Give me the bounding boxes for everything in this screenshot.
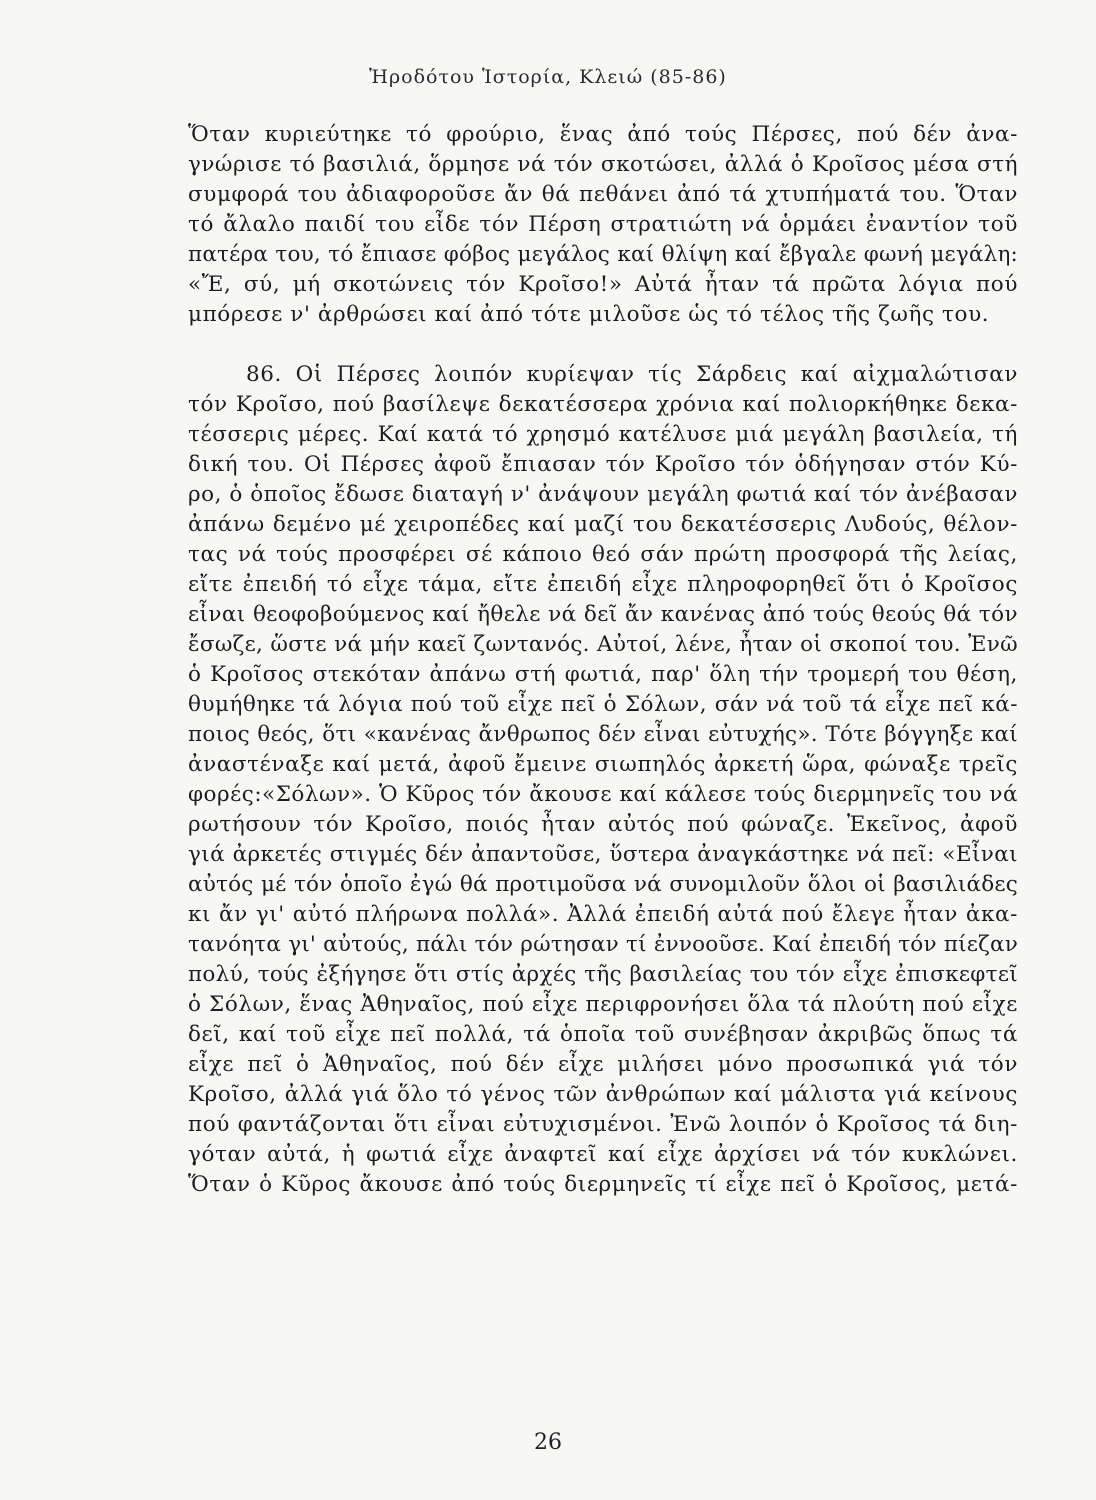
- text-line: εἴτε ἐπειδή τό εἶχε τάμα, εἴτε ἐπειδή εἶχε πληροφορηθεῖ ὅτι ὁ Κροῖσος: [188, 572, 1018, 597]
- text-line: πού φαντάζονται ὅτι εἶναι εὐτυχισμένοι. Ἐνῶ λοιπόν ὁ Κροῖσος τά διη-: [188, 1112, 1018, 1137]
- paragraph-gap: [188, 330, 1018, 360]
- text-line: τόν Κροῖσο, πού βασίλεψε δεκατέσσερα χρόνια καί πολιορκήθηκε δεκα-: [188, 392, 1018, 417]
- text-line: Ὅταν κυριεύτηκε τό φρούριο, ἕνας ἀπό τούς Πέρσες, πού δέν ἀνα-: [188, 122, 1018, 147]
- text-line: τέσσερις μέρες. Καί κατά τό χρησμό κατέλυσε μιά μεγάλη βασιλεία, τή: [188, 422, 1018, 447]
- text-line: ἀναστέναξε καί μετά, ἀφοῦ ἔμεινε σιωπηλός ἀρκετή ὥρα, φώναξε τρεῖς: [188, 752, 1018, 777]
- text-line: «Ἔ, σύ, μή σκοτώνεις τόν Κροῖσο!» Αὐτά ἦταν τά πρῶτα λόγια πού: [188, 272, 1018, 297]
- text-line: μπόρεσε ν' ἀρθρώσει καί ἀπό τότε μιλοῦσε ὡς τό τέλος τῆς ζωῆς του.: [188, 302, 990, 327]
- text-line: γνώρισε τό βασιλιά, ὅρμησε νά τόν σκοτώσει, ἀλλά ὁ Κροῖσος μέσα στή: [188, 152, 1018, 177]
- text-line: ἔσωζε, ὥστε νά μήν καεῖ ζωντανός. Αὐτοί, λένε, ἦταν οἱ σκοποί του. Ἐνῶ: [188, 632, 1018, 657]
- text-line: πολύ, τούς ἐξήγησε ὅτι στίς ἀρχές τῆς βασιλείας του τόν εἶχε ἐπισκεφτεῖ: [188, 962, 1018, 987]
- text-line: τό ἄλαλο παιδί του εἶδε τόν Πέρση στρατιώτη νά ὁρμάει ἐναντίον τοῦ: [188, 212, 1018, 237]
- text-line: θυμήθηκε τά λόγια πού τοῦ εἶχε πεῖ ὁ Σόλων, σάν νά τοῦ τά εἶχε πεῖ κά-: [188, 692, 1018, 717]
- text-line: ρο, ὁ ὁποῖος ἔδωσε διαταγή ν' ἀνάψουν μεγάλη φωτιά καί τόν ἀνέβασαν: [188, 482, 1018, 507]
- text-line: ρωτήσουν τόν Κροῖσο, ποιός ἦταν αὐτός πού φώναζε. Ἐκεῖνος, ἀφοῦ: [188, 812, 1018, 837]
- text-line: δική του. Οἱ Πέρσες ἀφοῦ ἔπιασαν τόν Κροῖσο τόν ὁδήγησαν στόν Κύ-: [188, 452, 1018, 477]
- text-line: ἀπάνω δεμένο μέ χειροπέδες καί μαζί του δεκατέσσερις Λυδούς, θέλον-: [188, 512, 1018, 537]
- text-line: ποιος θεός, ὅτι «κανένας ἄνθρωπος δέν εἶναι εὐτυχής». Τότε βόγγηξε καί: [188, 722, 1018, 747]
- text-line: εἶναι θεοφοβούμενος καί ἤθελε νά δεῖ ἄν κανένας ἀπό τούς θεούς θά τόν: [188, 602, 1018, 627]
- text-line: πατέρα του, τό ἔπιασε φόβος μεγάλος καί θλίψη καί ἔβγαλε φωνή μεγάλη:: [188, 242, 1018, 267]
- text-line: τανόητα γι' αὐτούς, πάλι τόν ρώτησαν τί ἐννοοῦσε. Καί ἐπειδή τόν πίεζαν: [188, 932, 1018, 957]
- text-line: Κροῖσο, ἀλλά γιά ὅλο τό γένος τῶν ἀνθρώπων καί μάλιστα γιά κείνους: [188, 1082, 1018, 1107]
- paragraph-85-end: [188, 120, 1018, 330]
- text-line: κι ἄν γι' αὐτό πλήρωνα πολλά». Ἀλλά ἐπειδή αὐτά πού ἔλεγε ἦταν ἀκα-: [188, 902, 1018, 927]
- page-number: 26: [534, 1430, 562, 1455]
- text-line: συμφορά του ἀδιαφοροῦσε ἄν θά πεθάνει ἀπό τά χτυπήματά του. Ὅταν: [188, 182, 1018, 207]
- text-line: ὁ Σόλων, ἕνας Ἀθηναῖος, πού εἶχε περιφρονήσει ὅλα τά πλούτη πού εἶχε: [188, 992, 1018, 1017]
- text-line: γόταν αὐτά, ἡ φωτιά εἶχε ἀναφτεῖ καί εἶχε ἀρχίσει νά τόν κυκλώνει.: [188, 1142, 1018, 1167]
- text-line: φορές:«Σόλων». Ὁ Κῦρος τόν ἄκουσε καί κάλεσε τούς διερμηνεῖς του νά: [188, 782, 1018, 807]
- text-line: δεῖ, καί τοῦ εἶχε πεῖ πολλά, τά ὁποῖα τοῦ συνέβησαν ἀκριβῶς ὅπως τά: [188, 1022, 1018, 1047]
- text-line: Ὅταν ὁ Κῦρος ἄκουσε ἀπό τούς διερμηνεῖς τί εἶχε πεῖ ὁ Κροῖσος, μετά-: [188, 1172, 1018, 1197]
- text-line: ὁ Κροῖσος στεκόταν ἀπάνω στή φωτιά, παρ' ὅλη τήν τρομερή του θέση,: [188, 662, 1018, 687]
- paragraph-86: [188, 360, 1018, 1200]
- text-line: αὐτός μέ τόν ὁποῖο ἐγώ θά προτιμοῦσα νά συνομιλοῦν ὅλοι οἱ βασιλιάδες: [188, 872, 1018, 897]
- text-line: γιά ἀρκετές στιγμές δέν ἀπαντοῦσε, ὕστερα ἀναγκάστηκε νά πεῖ: «Εἶναι: [188, 842, 1018, 867]
- body-text: [188, 120, 1018, 1200]
- text-line: τας νά τούς προσφέρει σέ κάποιο θεό σάν πρώτη προσφορά τῆς λείας,: [188, 542, 1018, 567]
- running-title: Ἡροδότου Ἱστορία, Κλειώ (85-86): [369, 66, 727, 88]
- text-line: εἶχε πεῖ ὁ Ἀθηναῖος, πού δέν εἶχε μιλήσει μόνο προσωπικά γιά τόν: [188, 1052, 1018, 1077]
- text-line: 86. Οἱ Πέρσες λοιπόν κυρίεψαν τίς Σάρδεις καί αἰχμαλώτισαν: [246, 362, 1018, 387]
